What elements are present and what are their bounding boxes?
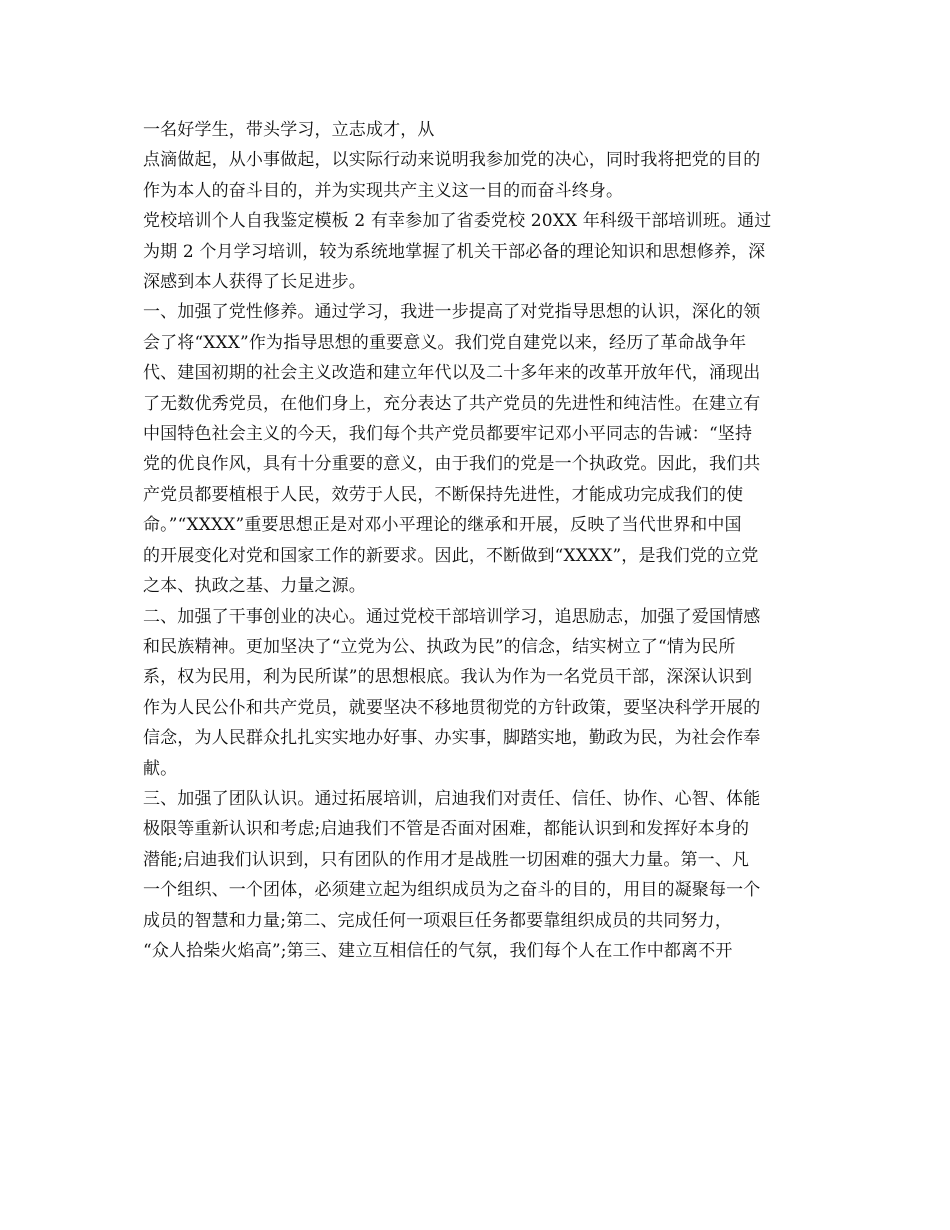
text-line: 三、加强了团队认识。通过拓展培训，启迪我们对责任、信任、协作、心智、体能 (143, 788, 761, 809)
text-line: 会了将“XXX”作为指导思想的重要意义。我们党自建党以来，经历了革命战争年 (143, 332, 747, 353)
text-line: 一个组织、一个团体，必须建立起为组织成员为之奋斗的目的，用目的凝聚每一个 (143, 880, 761, 901)
text-line: 党校培训个人自我鉴定模板 2 有幸参加了省委党校 20XX 年科级干部培训班。通过 (143, 211, 772, 232)
text-line: 命。”“XXXX”重要思想正是对邓小平理论的继承和开展，反映了当代世界和中国 (143, 515, 742, 536)
text-line: 代、建国初期的社会主义改造和建立年代以及二十多年来的改革开放年代，涌现出 (143, 363, 761, 384)
text-line: 信念，为人民群众扎扎实实地办好事、办实事，脚踏实地，勤政为民，为社会作奉 (143, 728, 761, 749)
text-line: 潜能;启迪我们认识到，只有团队的作用才是战胜一切困难的强大力量。第一、凡 (143, 849, 750, 870)
document-body (143, 115, 813, 966)
text-line: 了无数优秀党员，在他们身上，充分表达了共产党员的先进性和纯洁性。在建立有 (143, 393, 761, 414)
text-line: 和民族精神。更加坚决了“立党为公、执政为民”的信念，结实树立了“情为民所 (143, 636, 736, 657)
text-line: 成员的智慧和力量;第二、完成任何一项艰巨任务都要靠组织成员的共同努力， (143, 910, 732, 931)
text-line: 中国特色社会主义的今天，我们每个共产党员都要牢记邓小平同志的告诫：“坚持 (143, 424, 753, 445)
text-line: 二、加强了干事创业的决心。通过党校干部培训学习，追思励志，加强了爱国情感 (143, 606, 761, 627)
text-line: 之本、执政之基、力量之源。 (143, 576, 366, 597)
text-line: 一名好学生，带头学习，立志成才，从 (143, 120, 435, 140)
text-line: 系，权为民用，利为民所谋”的思想根底。我认为作为一名党员干部，深深认识到 (143, 667, 753, 688)
text-line: 作为人民公仆和共产党员，就要坚决不移地贯彻党的方针政策，要坚决科学开展的 (143, 697, 761, 718)
text-line: 作为本人的奋斗目的，并为实现共产主义这一目的而奋斗终身。 (143, 180, 624, 201)
text-line: 极限等重新认识和考虑;启迪我们不管是否面对困难，都能认识到和发挥好本身的 (143, 819, 750, 840)
text-line: 献。 (143, 758, 178, 779)
text-line: 党的优良作风，具有十分重要的意义，由于我们的党是一个执政党。因此，我们共 (143, 454, 761, 475)
text-line: “众人拾柴火焰高”;第三、建立互相信任的气氛，我们每个人在工作中都离不开 (143, 940, 733, 961)
text-line: 深感到本人获得了长足进步。 (143, 272, 366, 293)
text-line: 的开展变化对党和国家工作的新要求。因此，不断做到“XXXX”，是我们党的立党 (143, 545, 759, 566)
text-line: 一、加强了党性修养。通过学习，我进一步提高了对党指导思想的认识，深化的领 (143, 302, 761, 323)
text-line: 为期 2 个月学习培训，较为系统地掌握了机关干部必备的理论知识和思想修养，深 (143, 241, 766, 262)
text-line: 产党员都要植根于人民，效劳于人民，不断保持先进性，才能成功完成我们的使 (143, 484, 744, 505)
text-line: 点滴做起，从小事做起，以实际行动来说明我参加党的决心，同时我将把党的目的 (143, 150, 761, 171)
